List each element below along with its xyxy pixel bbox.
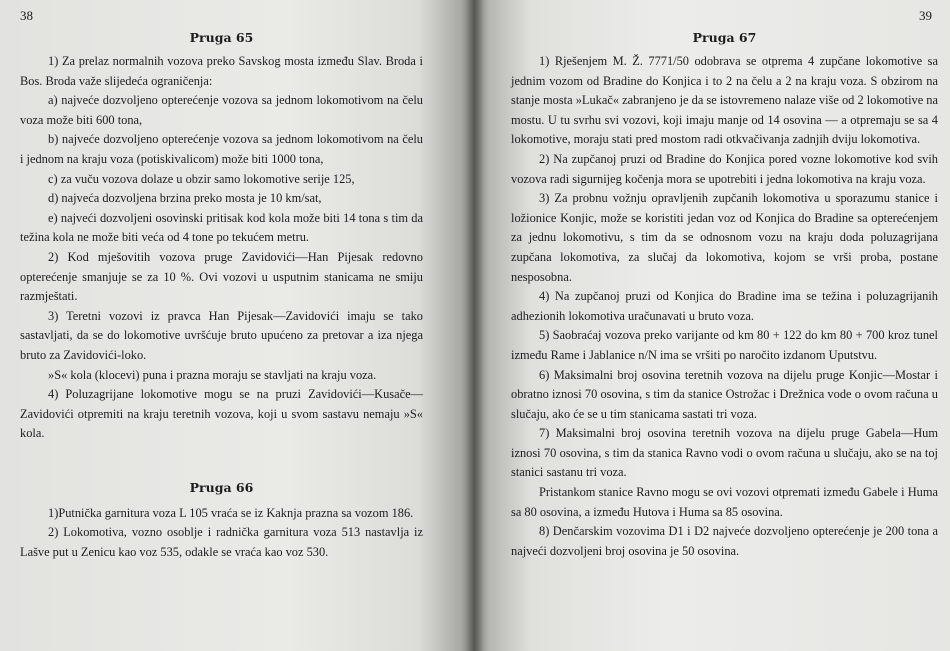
paragraph: 3) Teretni vozovi iz pravca Han Pijesak—Zavidovići imaju se tako sastavljati, da se do lokomotive uvršćuje bruto upućeno za pretovar a iza njega bruto za Zavidovići-loko. — [20, 308, 423, 362]
section-heading: Pruga 66 — [189, 479, 254, 495]
paragraph: 4) Poluzagrijane lokomotive mogu se na pruzi Zavidovići—Kusače—Zavidovići otpremiti na kraju teretnih vozova, koji u svom sastavu nemaju »S« kola. — [20, 387, 423, 441]
paragraph: 2) Kod mješovitih vozova pruge Zavidovići—Han Pijesak redovno opterećenje smanjuje se za 10 %. Ovi vozovi u usputnim stanicama ne smiju razmještati. — [20, 249, 423, 304]
paragraph: 7) Maksimalni broj osovina teretnih vozova na dijelu pruge Gabela—Hum iznosi 70 osovina, s tim da stanica Ravno vodi o ovom računa u slučaju, ako se na toj stanici sastanu tri voza. — [511, 426, 938, 480]
paragraph: d) najveća dozvoljena brzina preko mosta je 10 km/sat, — [48, 191, 322, 206]
page-number: 39 — [919, 8, 932, 23]
paragraph: c) za vuču vozova dolaze u obzir samo lokomotive serije 125, — [48, 171, 355, 186]
paragraph: 1)Putnička garnitura voza L 105 vraća se iz Kaknja prazna sa vozom 186. — [48, 505, 414, 520]
paragraph: 5) Saobraćaj vozova preko varijante od km 80 + 122 do km 80 + 700 kroz tunel između Rame i Jablanice n/N ima se vršiti po naročito izdanom Uputstvu. — [511, 328, 938, 362]
paragraph: b) najveće dozvoljeno opterećenje vozova sa jednom lokomotivom na čelu i jednom na kraju voza (potiskivalicom) može biti 1000 tona, — [20, 132, 423, 166]
paragraph: a) najveće dozvoljeno opterećenje vozova sa jednom lokomotivom na čelu voza može biti 600 tona, — [20, 93, 423, 127]
paragraph: e) najveći dozvoljeni osovinski pritisak kod kola može biti 14 tona s tim da težina kola ne može biti veća od 4 tone po tekućem metru. — [20, 210, 423, 245]
paragraph: 1) Rješenjem M. Ž. 7771/50 odobrava se otprema 4 zupčane lokomotive sa jednim vozom od Bradine do Konjica i to 2 na čelu a 2 na kraju voza. S obzirom na stanje mosta »Lukač« zabranjeno je da se istovremeno nalaze više od 2 lokomotive na mostu. U tu svrhu svi vozovi, koji imaju manje od 14 osovina — a otpremaju se sa 4 lokomotive, moraju stati pred mostom radi otkvačivanja zadnjih dviju lokomotiva. — [511, 54, 938, 147]
right-page — [475, 0, 950, 651]
paragraph: 2) Lokomotiva, vozno osoblje i radnička garnitura voza 513 nastavlja iz Lašve put u Zenicu kao voz 535, odakle se vraća kao voz 530. — [20, 525, 423, 560]
paragraph: 8) Denčarskim vozovima D1 i D2 najveće dozvoljeno opterećenje je 200 tona a najveći dozvoljeni broj osovina je 50 osovina. — [511, 524, 938, 558]
paragraph: 3) Za probnu vožnju opravljenih zupčanih lokomotiva u sporazumu stanice i ložionice Konjic, može se koristiti jedan voz od Konjica do Bradine sa opterećenjem za jednu lokomotivu, s tim da se odnosnom vozu na kraju doda poluzagrijana zupčana lokomotiva, za slučaj da lokomotiva, kojom se vrši proba, postane nesposobna. — [511, 191, 938, 284]
section-heading: Pruga 65 — [189, 30, 254, 45]
paragraph: »S« kola (klocevi) puna i prazna moraju se stavljati na kraju voza. — [48, 367, 377, 382]
paragraph: 6) Maksimalni broj osovina teretnih vozova na dijelu pruge Konjic—Mostar i obratno iznosi 70 osovina, s tim da stanice Ostrožac i Drežnica vode o ovom računa u slučaju, ako će se u tim stanicama sastati tri voza. — [511, 367, 938, 421]
paragraph: Pristankom stanice Ravno mogu se ovi vozovi otpremati između Gabele i Huma sa 80 osovina, a između Hutova i Huma sa 85 osovina. — [511, 485, 938, 519]
paragraph: 2) Na zupčanoj pruzi od Bradine do Konjica pored vozne lokomotive kod svih vozova radi sigurnijeg kočenja mora se upotrebiti i jedna lokomotiva na kraju voza. — [511, 151, 938, 186]
paragraph: 4) Na zupčanoj pruzi od Konjica do Bradine ima se težina i poluzagrijanih adhezionih lokomotiva uračunavati u bruto voza. — [511, 289, 938, 323]
page-number: 38 — [20, 8, 33, 23]
paragraph: 1) Za prelaz normalnih vozova preko Savskog mosta između Slav. Broda i Bos. Broda važe slijedeća ograničenja: — [20, 54, 423, 88]
section-heading: Pruga 67 — [692, 30, 757, 45]
